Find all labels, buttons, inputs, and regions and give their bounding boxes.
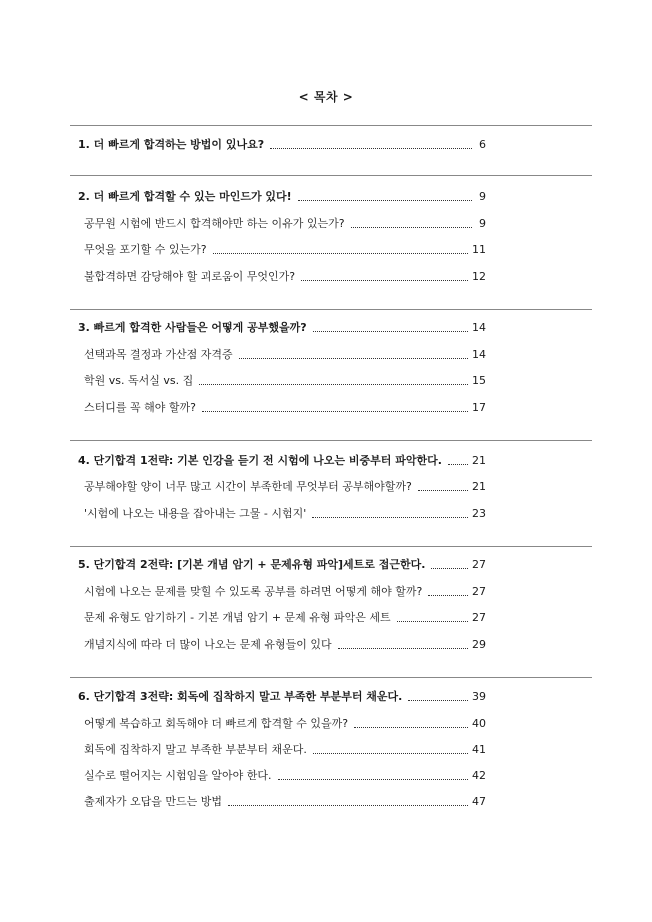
toc-chapter-entry[interactable] — [78, 690, 486, 704]
page-number: 27 — [472, 611, 486, 624]
toc-chapter-entry[interactable] — [78, 454, 486, 468]
section-title: 불합격하면 감당해야 할 괴로움이 무엇인가? — [84, 270, 296, 283]
page-number: 27 — [472, 558, 486, 571]
dot-leader — [228, 805, 468, 806]
page-number: 6 — [479, 138, 486, 151]
toc-section-entry[interactable] — [84, 717, 486, 731]
page-number: 40 — [472, 717, 486, 730]
dot-leader — [354, 727, 468, 728]
dot-leader — [199, 384, 468, 385]
section-title: 공무원 시험에 반드시 합격해야만 하는 이유가 있는가? — [84, 217, 345, 230]
chapter-divider — [70, 175, 592, 176]
dot-leader — [301, 280, 468, 281]
page-number: 9 — [479, 217, 486, 230]
dot-leader — [313, 331, 468, 332]
dot-leader — [239, 358, 468, 359]
section-title: 선택과목 결정과 가산점 자격증 — [84, 348, 233, 361]
toc-chapter-entry[interactable] — [78, 558, 486, 572]
section-title: 공부해야할 양이 너무 많고 시간이 부족한데 무엇부터 공부해야할까? — [84, 480, 412, 493]
section-title: 출제자가 오답을 만드는 방법 — [84, 795, 223, 808]
section-title: 문제 유형도 암기하기 - 기본 개념 암기 + 문제 유형 파악은 세트 — [84, 611, 391, 624]
chapter-title: 1. 더 빠르게 합격하는 방법이 있나요? — [78, 138, 265, 151]
toc-section-entry[interactable] — [84, 480, 486, 494]
page-number: 14 — [472, 348, 486, 361]
dot-leader — [448, 464, 468, 465]
page-number: 42 — [472, 769, 486, 782]
section-title: 실수로 떨어지는 시험임을 알아야 한다. — [84, 769, 272, 782]
chapter-divider — [70, 309, 592, 310]
dot-leader — [202, 411, 468, 412]
section-title: 개념지식에 따라 더 많이 나오는 문제 유형들이 있다 — [84, 638, 332, 651]
chapter-title: 5. 단기합격 2전략: [기본 개념 암기 + 문제유형 파악]세트로 접근한다. — [78, 558, 426, 571]
chapter-divider — [70, 125, 592, 126]
chapter-title: 3. 빠르게 합격한 사람들은 어떻게 공부했을까? — [78, 321, 307, 334]
dot-leader — [312, 517, 468, 518]
dot-leader — [418, 490, 468, 491]
dot-leader — [431, 568, 468, 569]
dot-leader — [397, 621, 468, 622]
toc-section-entry[interactable] — [84, 217, 486, 231]
section-title: '시험에 나오는 내용을 잡아내는 그물 - 시험지' — [84, 507, 307, 520]
page-number: 29 — [472, 638, 486, 651]
dot-leader — [338, 648, 468, 649]
chapter-title: 6. 단기합격 3전략: 회독에 집착하지 말고 부족한 부분부터 채운다. — [78, 690, 403, 703]
toc-section-entry[interactable] — [84, 374, 486, 388]
page-number: 41 — [472, 743, 486, 756]
chapter-divider — [70, 677, 592, 678]
toc-section-entry[interactable] — [84, 585, 486, 599]
dot-leader — [408, 700, 468, 701]
section-title: 회독에 집착하지 말고 부족한 부분부터 채운다. — [84, 743, 307, 756]
toc-section-entry[interactable] — [84, 401, 486, 415]
toc-section-entry[interactable] — [84, 270, 486, 284]
toc-section-entry[interactable] — [84, 769, 486, 783]
page-number: 15 — [472, 374, 486, 387]
dot-leader — [428, 595, 468, 596]
toc-section-entry[interactable] — [84, 243, 486, 257]
section-title: 스터디를 꼭 해야 할까? — [84, 401, 196, 414]
section-title: 무엇을 포기할 수 있는가? — [84, 243, 207, 256]
toc-chapter-entry[interactable] — [78, 190, 486, 204]
page-number: 17 — [472, 401, 486, 414]
chapter-title: 4. 단기합격 1전략: 기본 인강을 듣기 전 시험에 나오는 비중부터 파악한다. — [78, 454, 442, 467]
section-title: 시험에 나오는 문제를 맞힐 수 있도록 공부를 하려면 어떻게 해야 할까? — [84, 585, 423, 598]
page-number: 23 — [472, 507, 486, 520]
page-number: 9 — [479, 190, 486, 203]
dot-leader — [351, 227, 472, 228]
toc-section-entry[interactable] — [84, 507, 486, 521]
toc-section-entry[interactable] — [84, 743, 486, 757]
toc-section-entry[interactable] — [84, 611, 486, 625]
chapter-divider — [70, 546, 592, 547]
toc-section-entry[interactable] — [84, 795, 486, 809]
section-title: 어떻게 복습하고 회독해야 더 빠르게 합격할 수 있을까? — [84, 717, 349, 730]
page-number: 39 — [472, 690, 486, 703]
page-number: 11 — [472, 243, 486, 256]
section-title: 학원 vs. 독서실 vs. 집 — [84, 374, 194, 387]
page-number: 47 — [472, 795, 486, 808]
dot-leader — [298, 200, 472, 201]
page-number: 14 — [472, 321, 486, 334]
page-number: 12 — [472, 270, 486, 283]
toc-section-entry[interactable] — [84, 348, 486, 362]
toc-chapter-entry[interactable] — [78, 321, 486, 335]
page-number: 27 — [472, 585, 486, 598]
toc-section-entry[interactable] — [84, 638, 486, 652]
toc-chapter-entry[interactable] — [78, 138, 486, 152]
dot-leader — [278, 779, 469, 780]
toc-title: < 목차 > — [298, 90, 354, 104]
dot-leader — [213, 253, 468, 254]
chapter-divider — [70, 440, 592, 441]
dot-leader — [313, 753, 468, 754]
page-number: 21 — [472, 454, 486, 467]
page-number: 21 — [472, 480, 486, 493]
dot-leader — [270, 148, 472, 149]
chapter-title: 2. 더 빠르게 합격할 수 있는 마인드가 있다! — [78, 190, 292, 203]
